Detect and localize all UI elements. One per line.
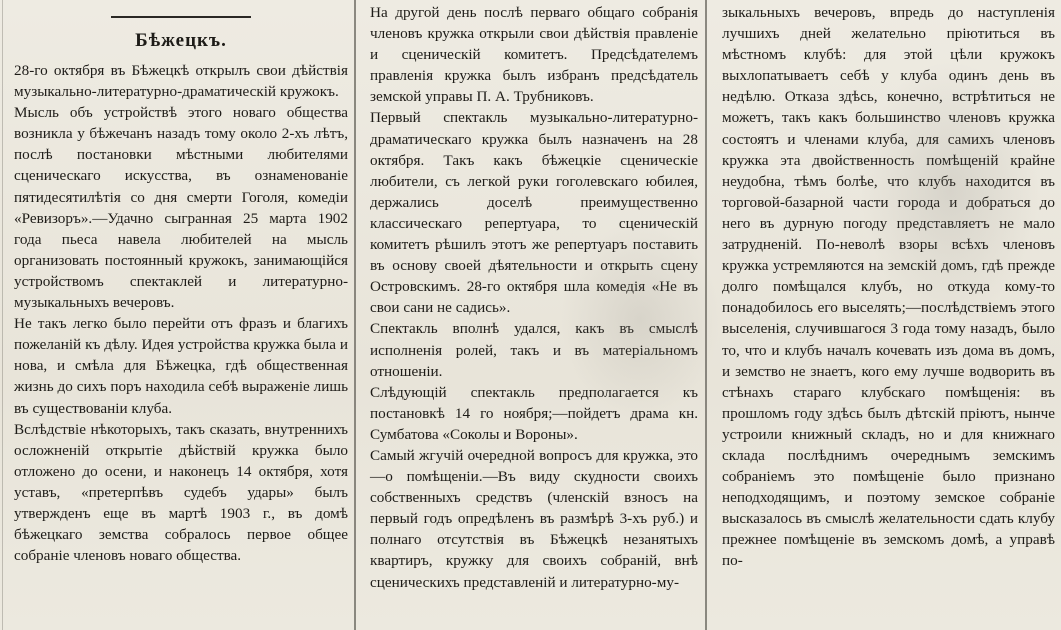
column-2: [358, 0, 706, 630]
heading-rule: [111, 16, 251, 18]
paragraph: Первый спектакль музыкально-литературно-драматическаго кружка былъ назначенъ на 28 октября. Такъ какъ бѣжецкіе сценическіе любители, съ легкой руки гоголевскаго юбилея, держались доселѣ преимущественно классическаго репертуара, то сценическій комитетъ рѣшилъ этотъ же репертуаръ поставить въ основу своей дѣятельности и открыть сцену Островскимъ. 28-го октября шла комедія «Не въ свои сани не садись».: [370, 109, 698, 317]
column-1: [0, 0, 356, 630]
article-heading: Бѣжецкъ.: [135, 30, 227, 51]
paragraph: Мысль объ устройствѣ этого новаго общества возникла у бѣжечанъ назадъ тому около 2-хъ лѣтъ, послѣ постановки мѣстными любителями сценическаго искусства, въ ознаменованіе пятидесятилѣтія со дня смерти Гоголя, комедіи «Ревизоръ».—Удачно сыгранная 25 марта 1902 года пьеса навела любителей на мысль организовать постоянный кружокъ, занимающійся устройствомъ спектаклей и литературно-музыкальныхъ вечеровъ.: [14, 104, 348, 312]
paragraph: Вслѣдствіе нѣкоторыхъ, такъ сказать, внутреннихъ осложненій открытіе дѣйствій кружка было отложено до осени, и наконецъ 14 октября, хотя уставъ, «претерпѣвъ судебъ удары» былъ утвержденъ еще въ мартѣ 1903 г., въ домѣ бѣжецкаго земства собралось первое общее собраніе членовъ новаго общества.: [14, 420, 348, 565]
paragraph: зыкальныхъ вечеровъ, впредь до наступленія лучшихъ дней желательно пріютиться въ мѣстномъ клубѣ: для этой цѣли кружокъ выхлопатываетъ себѣ у клуба одинъ день въ недѣлю. Отказа здѣсь, конечно, встрѣтиться не можетъ, такъ какъ большинство членовъ кружка состоятъ и членами клуба, для самихъ членовъ кружка эта двойственность помѣщеній крайне неудобна, тѣмъ болѣе, что клубъ находится въ торговой-базарной части города и добраться до него въ дурную погоду представляетъ не мало затрудненій. По-неволѣ взоры всѣхъ членовъ кружка устремляются на земскій домъ, гдѣ прежде долго помѣщался клубъ, но откуда кому-то понадобилось его выселять;—послѣдствіемъ этого выселенія, случившагося 3 года тому назадъ, было то, что и клубъ началъ кочевать изъ дома въ домъ, и земство не знаетъ, кого ему лучше водворить въ стѣнахъ стараго клубскаго помѣщенія: въ прошломъ году здѣсь былъ дѣтскій пріютъ, нынче устроили книжный складъ, но и для книжнаго склада послѣднимъ очереднымъ земскимъ собраніемъ это помѣщеніе было признано неподходящимъ, и поэтому земское собраніе высказалось въ смыслѣ желательности сдать клубу прежнее помѣщеніе въ земскомъ домѣ, а управѣ по-: [722, 4, 1055, 570]
paragraph: Самый жгучій очередной вопросъ для кружка, это—о помѣщеніи.—Въ виду скудности своихъ собственныхъ средствъ (членскій взносъ на первый годъ опредѣленъ въ размѣрѣ 3-хъ руб.) и полнаго отсутствія въ Бѣжецкѣ незанятыхъ квартиръ, кружку для своихъ собраній, внѣ сценическихъ представленій и литературно-му-: [370, 446, 698, 591]
paragraph: Не такъ легко было перейти отъ фразъ и благихъ пожеланій къ дѣлу. Идея устройства кружка была и нова, и смѣла для Бѣжецка, гдѣ общественная жизнь до сихъ поръ находила себѣ выраженіе лишь въ существованіи клуба.: [14, 315, 348, 417]
paragraph: 28-го октября въ Бѣжецкѣ открылъ свои дѣйствія музыкально-литературно-драматическій кружокъ.: [14, 62, 348, 101]
paragraph: На другой день послѣ перваго общаго собранія членовъ кружка открыли свои дѣйствія правленіе и сценическій комитетъ. Предсѣдателемъ правленія кружка былъ избранъ предсѣдатель земской управы П. А. Трубниковъ.: [370, 4, 698, 106]
column-3: [710, 0, 1061, 630]
paragraph: Спектакль вполнѣ удался, какъ въ смыслѣ исполненія ролей, такъ и въ матеріальномъ отношеніи.: [370, 320, 698, 380]
paragraph: Слѣдующій спектакль предполагается къ постановкѣ 14 го ноября;—пойдетъ драма кн. Сумбатова «Соколы и Вороны».: [370, 383, 698, 443]
